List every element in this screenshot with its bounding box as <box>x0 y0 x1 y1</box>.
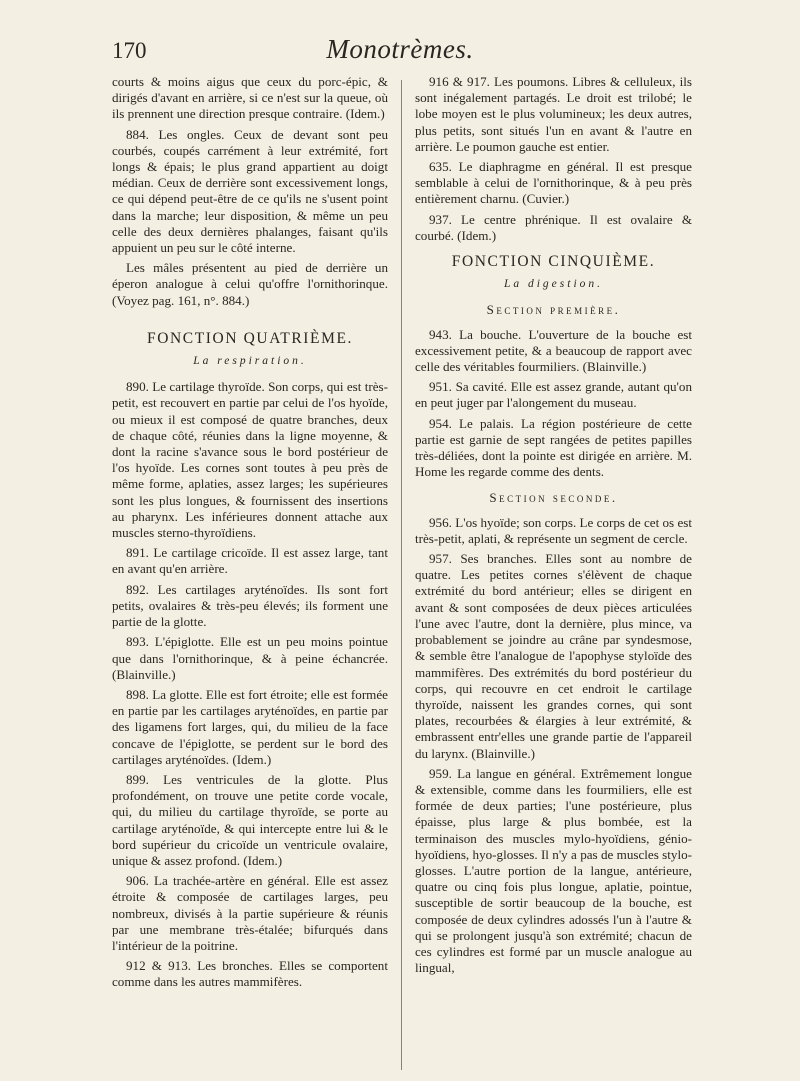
paragraph: 912 & 913. Les bronches. Elles se comportent comme dans les autres mammifères. <box>112 958 388 990</box>
paragraph: 956. L'os hyoïde; son corps. Le corps de cet os est très-petit, aplati, & représente un segment de cercle. <box>415 514 692 546</box>
paragraph: 884. Les ongles. Ceux de devant sont peu courbés, coupés carrément à leur extrémité, fort longs & épais; le plus grand appartient au doigt médian. Ceux de derrière sont excessivement longs, ce qui dépend peut-être de ce qu'ils ne s'usent point dans la marche; leur disposition, & même un peu celle des deux dernières phalanges, faisant qu'ils appuient un peu sur le côté interne. <box>112 126 388 256</box>
paragraph: 635. Le diaphragme en général. Il est presque semblable à celui de l'ornithorinque, & à peu près entièrement charnu. (Cuvier.) <box>415 159 692 207</box>
paragraph: 899. Les ventricules de la glotte. Plus profondément, on trouve une petite corde vocale, qui, du milieu du cartilage thyroïde, se porte au cartilage aryténoïde, & qui intercepte entre lui & le bord supérieur du cricoïde un ventricule ovalaire, unique & assez profond. (Idem.) <box>112 771 388 868</box>
paragraph: 890. Le cartilage thyroïde. Son corps, qui est très-petit, est recouvert en partie par celui de l'os hyoïde, ou mieux il est composé de quatre branches, deux de chaque côté, réunies dans la ligne moyenne, & dont la racine s'avance sous le bord postérieur de l'os hyoïde. Les cornes sont toutes à peu près de même forme, aplaties, assez larges; les supérieures sont les plus longues, & fournissent des insertions au pharynx. Les inférieures donnent attache aux muscles sterno-thyroïdiens. <box>112 379 388 541</box>
page-header <box>112 28 688 68</box>
paragraph: 916 & 917. Les poumons. Libres & celluleux, ils sont inégalement partagés. Le droit est trilobé; le lobe moyen est le plus volumineux; les deux autres, plus petits, sont situés l'un en avant & l'autre en arrière. Le poumon gauche est entier. <box>415 74 692 154</box>
paragraph: 906. La trachée-artère en général. Elle est assez étroite & composée de cartilages larges, peu nombreux, divisés à la partie supérieure & réunis par une membrane très-étalée; bifurqués dans l'intérieur de la poitrine. <box>112 873 388 953</box>
paragraph: Les mâles présentent au pied de derrière un éperon analogue à celui qu'offre l'ornithorinque. (Voyez pag. 161, n°. 884.) <box>112 260 388 308</box>
running-title: Monotrèmes. <box>326 34 474 64</box>
paragraph: 954. Le palais. La région postérieure de cette partie est garnie de sept rangées de petites papilles très-déliées, dont la pointe est dirigée en arrière. M. Home les regarde comme des dents. <box>415 415 692 480</box>
subsection-heading: Section première. <box>486 302 621 318</box>
paragraph: 957. Ses branches. Elles sont au nombre de quatre. Les petites cornes s'élèvent de chaque extrémité du bord antérieur; elles se dirigent en avant & sont composées de deux pièces articulées l'une avec l'autre, dont la dernière, plus mince, va probablement se joindre au crâne par syndesmose, & semble être l'analogue de l'apophyse styloïde des mammifères. Des extrémités du bord postérieur du corps, qui recouvre en cet endroit le cartilage thyroïde, naissent les grandes cornes, qui sont plates, recourbées & élargies à leur extrémité, & embrassent entr'elles une grande partie de l'appareil du larynx. (Blainville.) <box>415 551 692 761</box>
paragraph: 943. La bouche. L'ouverture de la bouche est excessivement petite, & a beaucoup de rapport avec celle des véritables fourmiliers. (Blainville.) <box>415 326 692 375</box>
subsection-heading: Section seconde. <box>489 490 618 506</box>
left-column <box>112 74 388 995</box>
paragraph: 937. Le centre phrénique. Il est ovalaire & courbé. (Idem.) <box>415 211 692 243</box>
column-rule <box>401 80 402 1070</box>
page-number: 170 <box>112 38 147 63</box>
paragraph: 951. Sa cavité. Elle est assez grande, autant qu'on en peut juger par l'alongement du museau. <box>415 379 692 411</box>
paragraph: courts & moins aigus que ceux du porc-épic, & dirigés d'avant en arrière, si ce n'est sur la queue, où ils prennent une direction presque contraire. (Idem.) <box>112 74 388 122</box>
paragraph: 892. Les cartilages aryténoïdes. Ils sont fort petits, ovalaires & très-peu élevés; ils forment une partie de la glotte. <box>112 581 388 630</box>
section-heading: FONCTION QUATRIÈME. <box>146 329 354 347</box>
section-subheading: La respiration. <box>193 355 307 368</box>
paragraph: 898. La glotte. Elle est fort étroite; elle est formée en partie par les cartilages aryténoïdes, en partie par des ligamens fort larges, qui, du milieu de la face concave de l'épiglotte, se perdent sur le bord des cartilages aryténoïdes. (Idem.) <box>112 686 388 767</box>
paragraph: 891. Le cartilage cricoïde. Il est assez large, tant en avant qu'en arrière. <box>112 545 388 577</box>
paragraph: 893. L'épiglotte. Elle est un peu moins pointue que dans l'ornithorinque, & à peine échancrée. (Blainville.) <box>112 634 388 682</box>
section-subheading: La digestion. <box>503 278 604 291</box>
section-heading: FONCTION CINQUIÈME. <box>451 253 656 271</box>
right-column <box>415 74 692 980</box>
paragraph: 959. La langue en général. Extrêmement longue & extensible, comme dans les fourmiliers, elle est formée de deux parties; l'une postérieure, plus épaisse, plus large & plus bombée, est la terminaison des muscles mylo-hyoïdiens, génio-hyoïdiens, hyo-glosses. Il n'y a pas de muscles stylo-glosses. L'autre portion de la langue, antérieure, quatre ou cinq fois plus longue, aplatie, pointue, susceptible de sortir beaucoup de la bouche, est composée de deux cylindres adossés l'un à l'autre & qui se prolongent jusqu'à son extrémité; chacun de ces cylindres est formé par un muscle analogue au lingual, <box>415 765 692 976</box>
